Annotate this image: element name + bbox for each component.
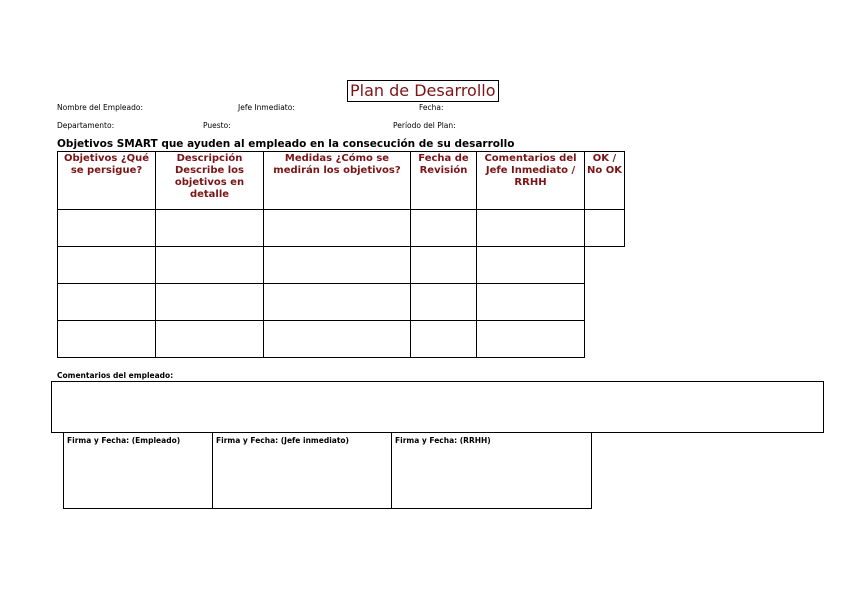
employee-name-label: Nombre del Empleado:	[57, 103, 144, 112]
plan-period-label: Período del Plan:	[393, 121, 456, 130]
table-cell[interactable]	[58, 247, 156, 284]
table-cell[interactable]	[156, 321, 264, 358]
table-cell[interactable]	[156, 210, 264, 247]
header-description: Descripción Describe los objetivos en detalle	[156, 152, 264, 210]
table-row	[58, 321, 625, 358]
table-cell[interactable]	[411, 210, 477, 247]
manager-label: Jefe Inmediato:	[238, 103, 295, 112]
table-cell[interactable]	[58, 284, 156, 321]
table-blank-area	[585, 247, 625, 284]
table-header-row	[58, 152, 625, 210]
objectives-table	[57, 151, 625, 358]
employee-comments-box[interactable]	[51, 381, 824, 433]
table-cell[interactable]	[585, 210, 625, 247]
table-cell[interactable]	[411, 247, 477, 284]
header-manager-comments: Comentarios del Jefe Inmediato / RRHH	[477, 152, 585, 210]
table-cell[interactable]	[264, 284, 411, 321]
table-blank-area	[585, 284, 625, 321]
position-label: Puesto:	[203, 121, 231, 130]
signature-hr-cell[interactable]: Firma y Fecha: (RRHH)	[392, 433, 592, 509]
table-cell[interactable]	[264, 321, 411, 358]
table-cell[interactable]	[411, 321, 477, 358]
table-cell[interactable]	[477, 321, 585, 358]
header-objectives: Objetivos ¿Qué se persigue?	[58, 152, 156, 210]
department-label: Departamento:	[57, 121, 115, 130]
header-ok-status: OK / No OK	[585, 152, 625, 210]
date-label: Fecha:	[419, 103, 444, 112]
table-row	[58, 210, 625, 247]
objectives-heading: Objetivos SMART que ayuden al empleado en la consecución de su desarrollo	[57, 138, 515, 150]
table-cell[interactable]	[411, 284, 477, 321]
table-cell[interactable]	[477, 210, 585, 247]
table-cell[interactable]	[156, 284, 264, 321]
table-cell[interactable]	[477, 247, 585, 284]
table-cell[interactable]	[58, 321, 156, 358]
page-title: Plan de Desarrollo	[347, 80, 499, 102]
header-review-date: Fecha de Revisión	[411, 152, 477, 210]
table-blank-area	[585, 321, 625, 358]
table-cell[interactable]	[156, 247, 264, 284]
table-cell[interactable]	[264, 210, 411, 247]
table-cell[interactable]	[264, 247, 411, 284]
header-measures: Medidas ¿Cómo se medirán los objetivos?	[264, 152, 411, 210]
table-row	[58, 284, 625, 321]
signature-employee-cell[interactable]: Firma y Fecha: (Empleado)	[64, 433, 213, 509]
table-row	[58, 247, 625, 284]
employee-comments-label: Comentarios del empleado:	[57, 371, 174, 380]
table-cell[interactable]	[477, 284, 585, 321]
table-cell[interactable]	[58, 210, 156, 247]
signatures-row	[64, 433, 592, 509]
signatures-table	[63, 432, 592, 509]
signature-manager-cell[interactable]: Firma y Fecha: (Jefe inmediato)	[213, 433, 392, 509]
